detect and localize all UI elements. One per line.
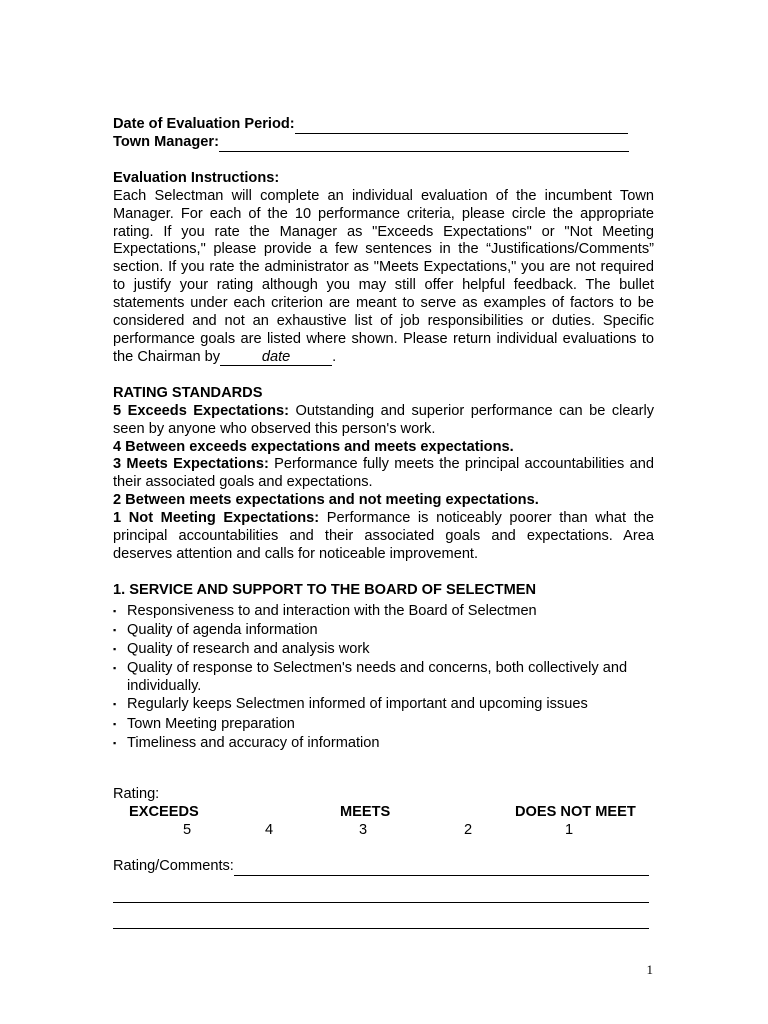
rating-standard-4 bbox=[113, 439, 654, 457]
rating-standard-text: Outstanding and superior performance can be clearly seen by anyone who observed this person's work. bbox=[113, 402, 654, 437]
rating-standard-text: Performance fully meets the principal accountabilities and their associated goals and expectations. bbox=[113, 456, 654, 491]
square-bullet-icon: ▪ bbox=[113, 605, 117, 616]
square-bullet-icon: ▪ bbox=[113, 624, 117, 635]
return-date-blank: date bbox=[220, 350, 332, 366]
rating-does-not-meet-label: DOES NOT MEET bbox=[515, 804, 636, 820]
instructions-heading: Evaluation Instructions: bbox=[113, 169, 280, 186]
list-item-text: Regularly keeps Selectmen informed of important and upcoming issues bbox=[127, 696, 588, 713]
square-bullet-icon: ▪ bbox=[113, 718, 117, 729]
rating-option-1[interactable]: 1 bbox=[565, 822, 574, 838]
list-item bbox=[113, 734, 654, 753]
rating-exceeds-label: EXCEEDS bbox=[129, 804, 199, 820]
list-item bbox=[113, 659, 654, 695]
rating-standard-3 bbox=[113, 456, 654, 492]
evaluation-period-blank bbox=[295, 118, 628, 134]
rating-standards-heading: RATING STANDARDS bbox=[113, 384, 263, 401]
rating-standard-label: 1 Not Meeting Expectations: bbox=[113, 510, 320, 527]
square-bullet-icon: ▪ bbox=[113, 737, 117, 748]
square-bullet-icon: ▪ bbox=[113, 663, 117, 674]
list-item-text: Quality of agenda information bbox=[127, 621, 318, 638]
page-number: 1 bbox=[646, 962, 653, 977]
rating-comments-blank[interactable] bbox=[234, 860, 649, 876]
rating-label: Rating: bbox=[113, 786, 160, 802]
town-manager-label: Town Manager: bbox=[113, 133, 219, 150]
evaluation-period-label: Date of Evaluation Period: bbox=[113, 116, 295, 132]
list-item bbox=[113, 602, 654, 621]
instructions-text: Each Selectman will complete an individual evaluation of the incumbent Town Manager. For each of the 10 performance criteria, please circle the appropriate rating. If you rate the Manager as "Exceeds Expectations" or "Not Meeting Expectations," please provide a few sentences in the “Justifications/Comments” section. If you rate the administrator as "Meets Expectations," you are not required to justify your rating although you may still offer helpful feedback. The bullet statements under each criterion are meant to serve as examples of factors to be considered and not an exhaustive list of job responsibilities or duties. Specific performance goals are listed where shown. Please return individual evaluations to the Chairman by bbox=[113, 187, 654, 365]
rating-option-5[interactable]: 5 bbox=[183, 822, 192, 838]
document-content bbox=[113, 116, 654, 753]
rating-standard-label: 3 Meets Expectations: bbox=[113, 456, 269, 473]
list-item-text: Responsiveness to and interaction with the Board of Selectmen bbox=[127, 602, 537, 619]
list-item bbox=[113, 640, 654, 659]
list-item bbox=[113, 715, 654, 734]
evaluation-period-field bbox=[113, 116, 654, 134]
list-item-text: Quality of response to Selectmen's needs and concerns, both collectively and individually. bbox=[127, 660, 628, 695]
town-manager-blank bbox=[219, 136, 629, 152]
rating-standard-5 bbox=[113, 403, 654, 439]
comments-line-2[interactable] bbox=[113, 902, 649, 903]
rating-standard-text: Performance is noticeably poorer than what the principal accountabilities and their associated goals and expectations. Area deserves attention and calls for noticeable improvement. bbox=[113, 510, 655, 562]
rating-meets-label: MEETS bbox=[340, 804, 391, 820]
instructions-end: . bbox=[332, 348, 337, 365]
comments-line-3[interactable] bbox=[113, 928, 649, 929]
rating-standard-2 bbox=[113, 492, 654, 510]
rating-option-3[interactable]: 3 bbox=[359, 822, 368, 838]
town-manager-field bbox=[113, 134, 654, 152]
instructions-body bbox=[113, 188, 654, 367]
list-item bbox=[113, 621, 654, 640]
list-item-text: Timeliness and accuracy of information bbox=[127, 734, 380, 751]
rating-standard-label: 5 Exceeds Expectations: bbox=[113, 402, 289, 419]
list-item bbox=[113, 695, 654, 714]
rating-option-2[interactable]: 2 bbox=[464, 822, 473, 838]
square-bullet-icon: ▪ bbox=[113, 699, 117, 710]
rating-standard-label: 2 Between meets expectations and not meeting expectations. bbox=[113, 492, 539, 509]
rating-standard-1 bbox=[113, 510, 654, 564]
list-item-text: Quality of research and analysis work bbox=[127, 641, 370, 658]
rating-option-4[interactable]: 4 bbox=[265, 822, 274, 838]
list-item-text: Town Meeting preparation bbox=[127, 715, 295, 732]
rating-comments-label: Rating/Comments: bbox=[113, 858, 234, 875]
square-bullet-icon: ▪ bbox=[113, 644, 117, 655]
rating-comments-field[interactable] bbox=[113, 858, 649, 876]
section-1-heading: 1. SERVICE AND SUPPORT TO THE BOARD OF SELECTMEN bbox=[113, 581, 536, 598]
rating-standard-label: 4 Between exceeds expectations and meets expectations. bbox=[113, 438, 514, 455]
section-1-criteria-list bbox=[113, 602, 654, 753]
